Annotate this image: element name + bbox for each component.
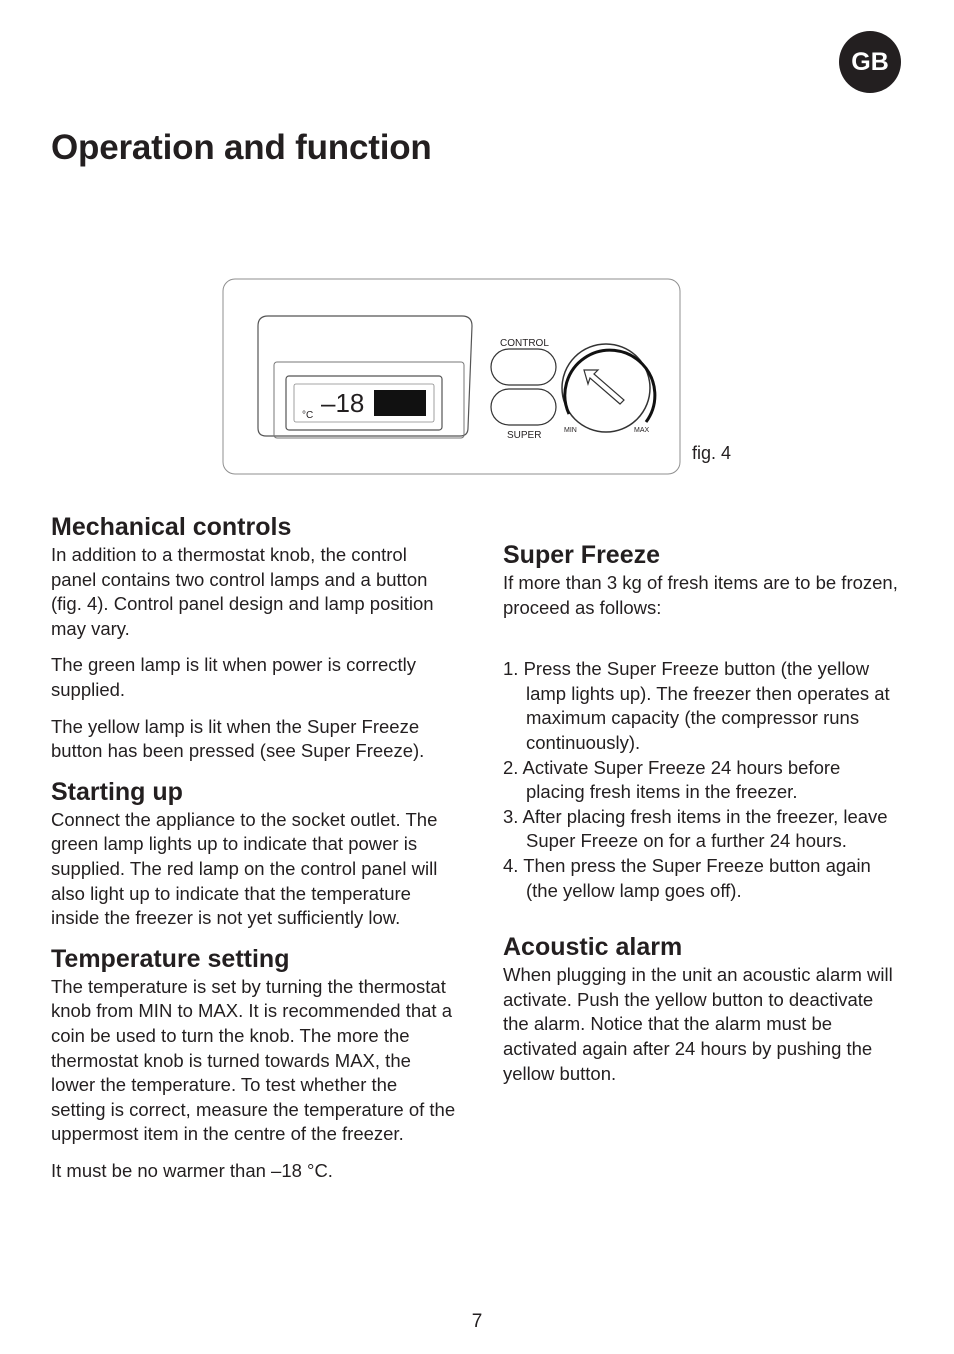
- temperature-readout: –18: [321, 388, 365, 418]
- section-heading: Mechanical controls: [51, 513, 292, 541]
- paragraph: If more than 3 kg of fresh items are to be frozen, proceed as follows:: [503, 572, 898, 618]
- control-label: CONTROL: [500, 338, 549, 349]
- section-mechanical-controls: [51, 512, 456, 764]
- section-starting-up: [51, 777, 456, 931]
- figure-caption: fig. 4: [692, 443, 732, 463]
- paragraph: The green lamp is lit when power is correctly supplied.: [51, 654, 417, 700]
- control-lamp: [491, 349, 556, 385]
- list-item: 2. Activate Super Freeze 24 hours before placing fresh items in the freezer.: [503, 756, 841, 803]
- section-heading: Starting up: [51, 777, 183, 806]
- right-column: [503, 540, 903, 1099]
- list-item: 4. Then press the Super Freeze button again (the yellow lamp goes off).: [503, 854, 871, 901]
- page-title: Operation and function: [51, 128, 432, 167]
- steps-list: [503, 657, 903, 903]
- paragraph: Connect the appliance to the socket outlet. The green lamp lights up to indicate that power is supplied. The red lamp on the control panel will also light up to indicate that the temperature inside the freezer is not yet sufficiently low.: [51, 808, 438, 929]
- section-heading: Acoustic alarm: [503, 933, 683, 962]
- paragraph: The temperature is set by turning the thermostat knob from MIN to MAX. It is recommended that a coin be used to turn the knob. The more the thermostat knob is turned towards MAX, the lower the temperature. To test whether the setting is correct, measure the temperature of the uppermost item in the centre of the freezer.: [51, 975, 456, 1145]
- control-panel-figure: [222, 278, 682, 476]
- super-label: SUPER: [507, 430, 542, 441]
- paragraph: The yellow lamp is lit when the Super Freeze button has been pressed (see Super Freeze).: [51, 715, 425, 762]
- paragraph: In addition to a thermostat knob, the control panel contains two control lamps and a button (fig. 4). Control panel design and lamp position may vary.: [51, 544, 434, 639]
- section-heading: Super Freeze: [503, 541, 661, 569]
- section-super-freeze: [503, 540, 903, 903]
- left-column: [51, 512, 456, 1196]
- language-badge: GB: [839, 31, 901, 93]
- display-block: [374, 390, 426, 416]
- section-heading: Temperature setting: [51, 944, 290, 973]
- section-acoustic-alarm: [503, 932, 903, 1086]
- min-label: MIN: [564, 427, 577, 434]
- list-item: 1. Press the Super Freeze button (the yellow lamp lights up). The freezer then operates at maximum capacity (the compressor runs continuously).: [503, 658, 890, 753]
- paragraph: It must be no warmer than –18 °C.: [51, 1159, 333, 1181]
- temperature-unit-label: °C: [302, 410, 314, 421]
- list-item: 3. After placing fresh items in the freezer, leave Super Freeze on for a further 24 hours.: [503, 805, 888, 852]
- section-temperature-setting: [51, 944, 456, 1184]
- super-freeze-button[interactable]: [491, 389, 556, 425]
- max-label: MAX: [634, 427, 650, 434]
- paragraph: When plugging in the unit an acoustic alarm will activate. Push the yellow button to deactivate the alarm. Notice that the alarm must be activated again after 24 hours by pushing the yellow button.: [503, 964, 893, 1084]
- page-number: 7: [471, 1311, 483, 1332]
